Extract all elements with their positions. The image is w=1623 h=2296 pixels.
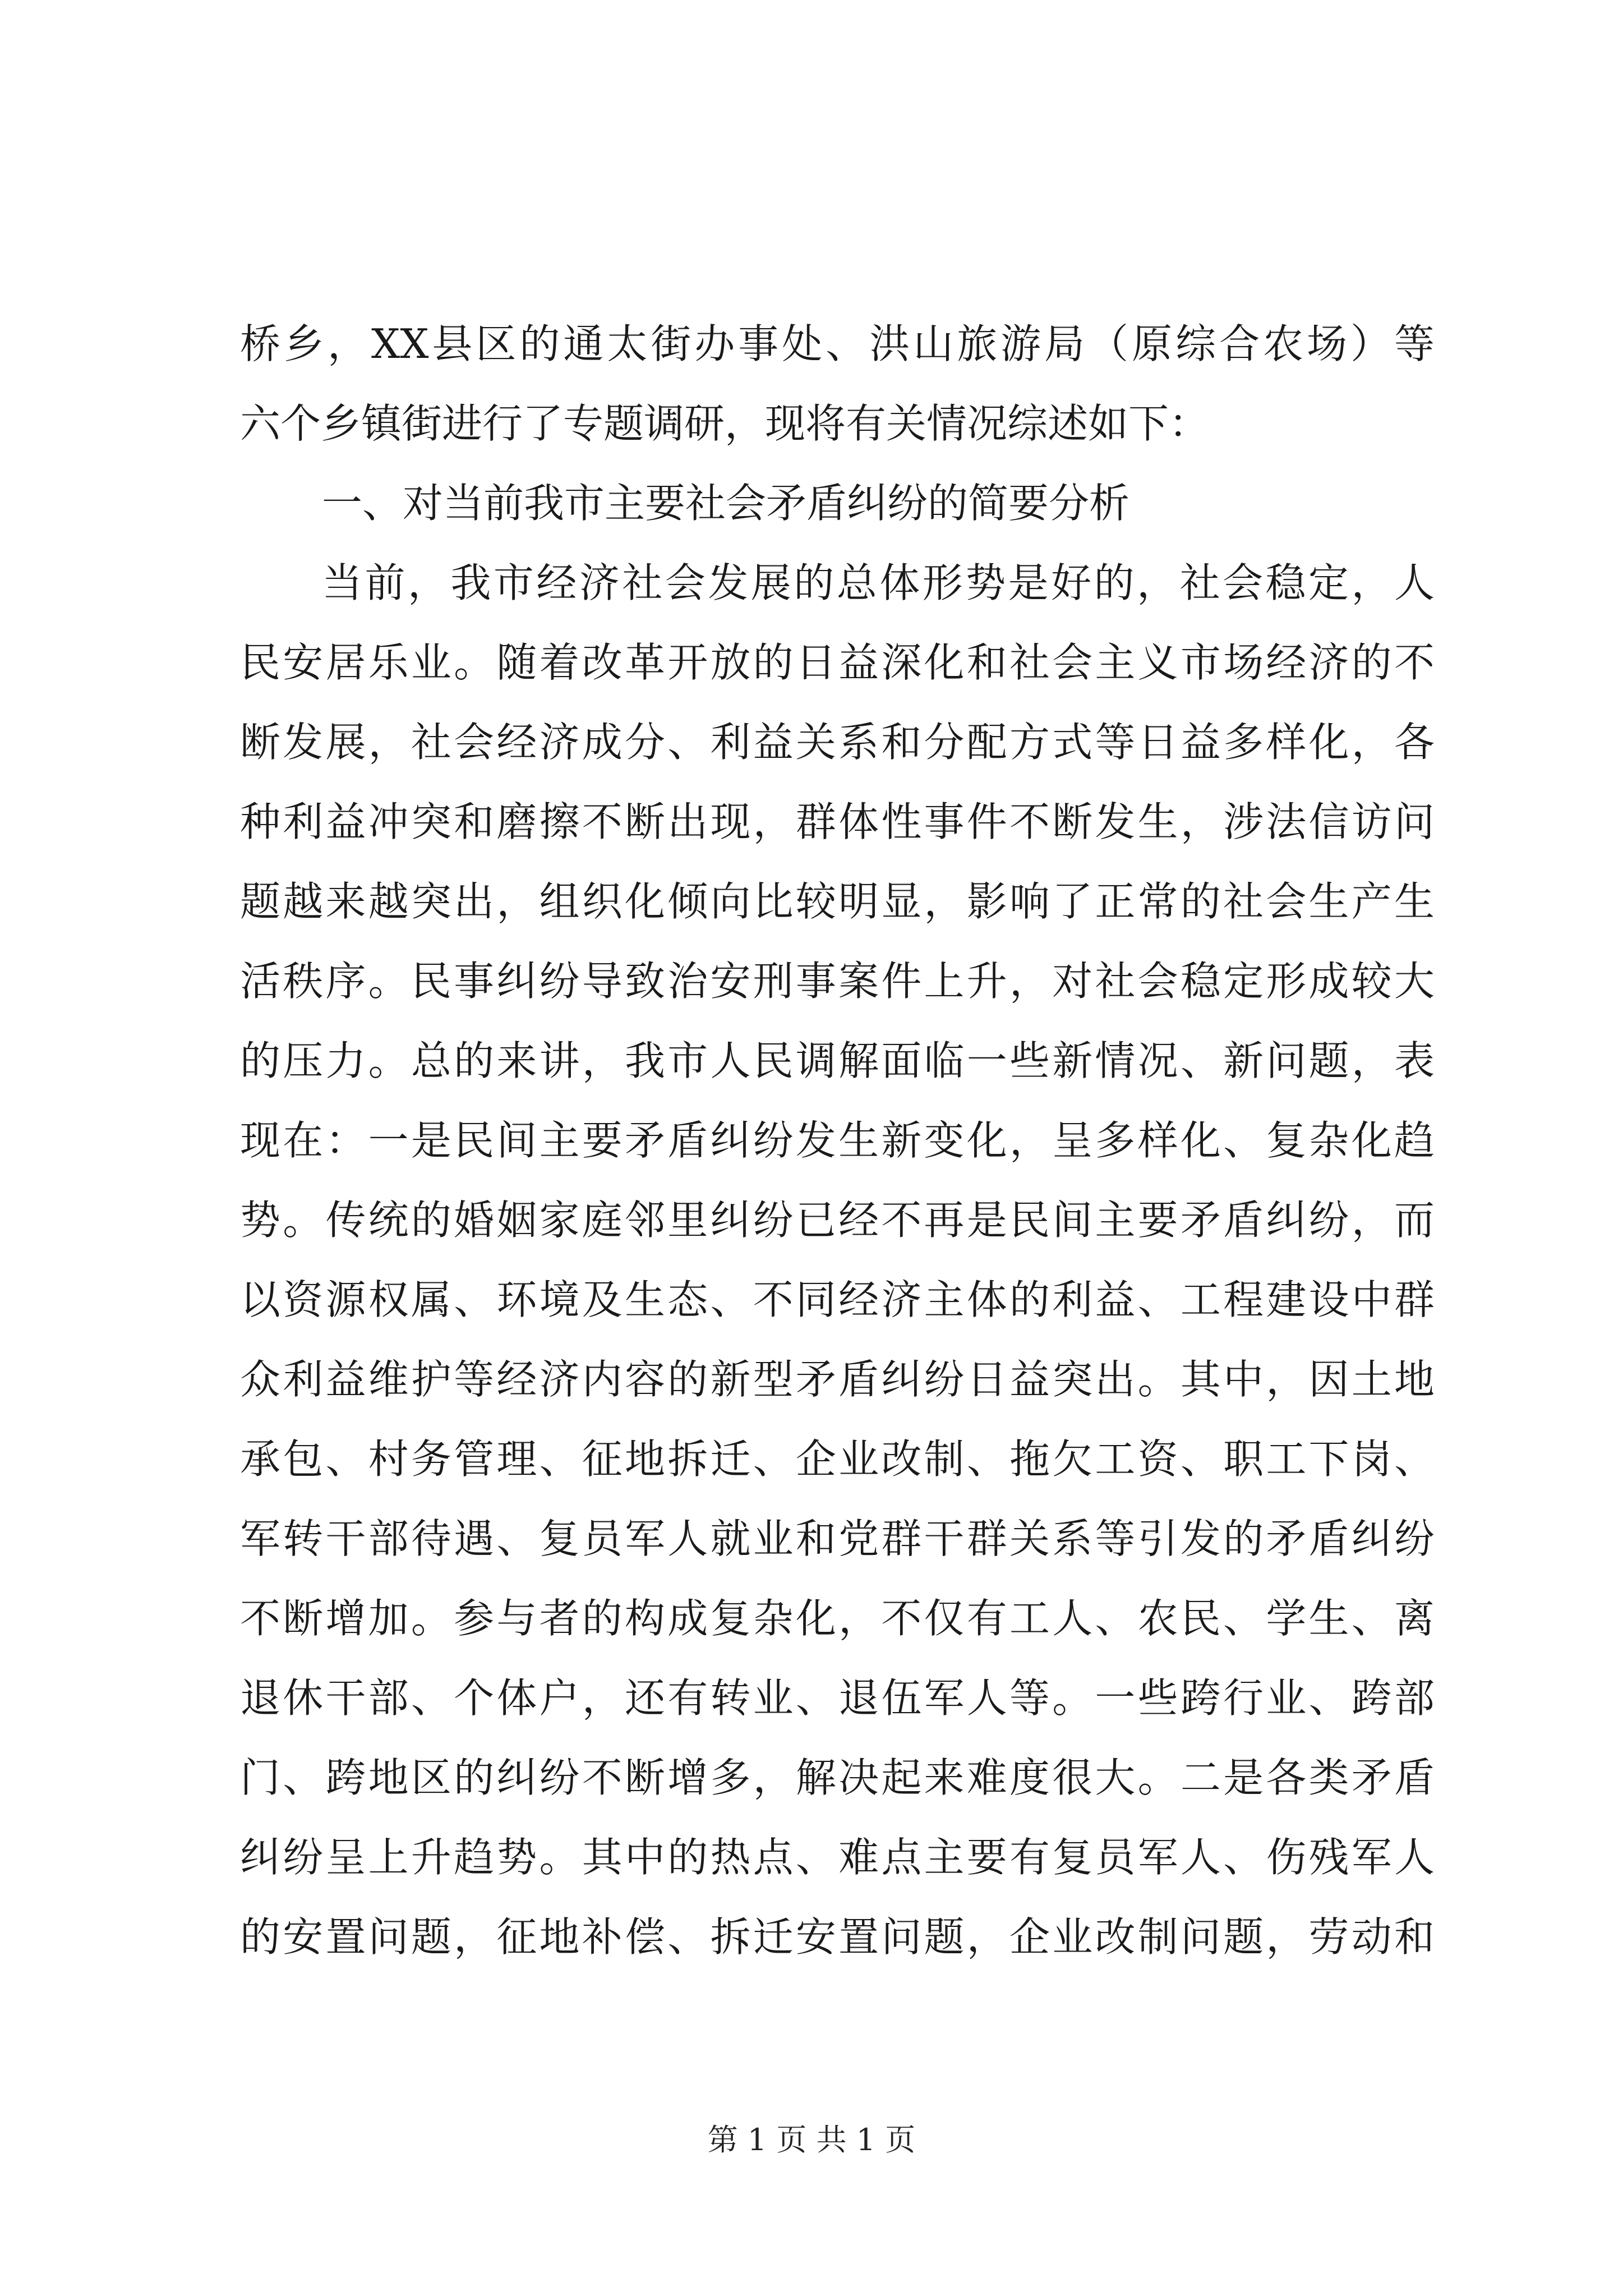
text-line: 纠纷呈上升趋势。其中的热点、难点主要有复员军人、伤残军人 [240,1834,1435,1881]
text-line: 承包、村务管理、征地拆迁、企业改制、拖欠工资、职工下岗、 [240,1435,1435,1483]
text-line: 退休干部、个体户，还有转业、退伍军人等。一些跨行业、跨部 [240,1674,1435,1722]
text-line: 众利益维护等经济内容的新型矛盾纠纷日益突出。其中，因土地 [240,1356,1435,1403]
text-line: 题越来越突出，组织化倾向比较明显，影响了正常的社会生产生 [240,878,1435,925]
text-line: 门、跨地区的纠纷不断增多，解决起来难度很大。二是各类矛盾 [240,1754,1435,1801]
document-body [240,304,1435,1977]
text-line: 军转干部待遇、复员军人就业和党群干群关系等引发的矛盾纠纷 [240,1515,1435,1562]
text-line: 桥乡，XX县区的通太街办事处、洪山旅游局（原综合农场）等 [240,320,1435,367]
text-line: 势。传统的婚姻家庭邻里纠纷已经不再是民间主要矛盾纠纷，而 [240,1197,1435,1244]
text-line: 种利益冲突和磨擦不断出现，群体性事件不断发生，涉法信访问 [240,798,1435,845]
text-line: 的压力。总的来讲，我市人民调解面临一些新情况、新问题，表 [240,1037,1435,1084]
section-heading: 一、对当前我市主要社会矛盾纠纷的简要分析 [322,480,1130,527]
text-line: 以资源权属、环境及生态、不同经济主体的利益、工程建设中群 [240,1276,1435,1323]
text-line: 不断增加。参与者的构成复杂化，不仅有工人、农民、学生、离 [240,1595,1435,1642]
text-line: 断发展，社会经济成分、利益关系和分配方式等日益多样化，各 [240,719,1435,766]
paragraph-first-line: 当前，我市经济社会发展的总体形势是好的，社会稳定，人 [322,559,1435,606]
page-footer: 第 1 页 共 1 页 [707,2122,916,2157]
text-line: 的安置问题，征地补偿、拆迁安置问题，企业改制问题，劳动和 [240,1913,1435,1961]
text-line: 现在：一是民间主要矛盾纠纷发生新变化，呈多样化、复杂化趋 [240,1117,1435,1164]
text-line: 民安居乐业。随着改革开放的日益深化和社会主义市场经济的不 [240,639,1435,686]
text-line: 六个乡镇街进行了专题调研，现将有关情况综述如下： [240,400,1210,447]
text-line: 活秩序。民事纠纷导致治安刑事案件上升，对社会稳定形成较大 [240,958,1435,1005]
